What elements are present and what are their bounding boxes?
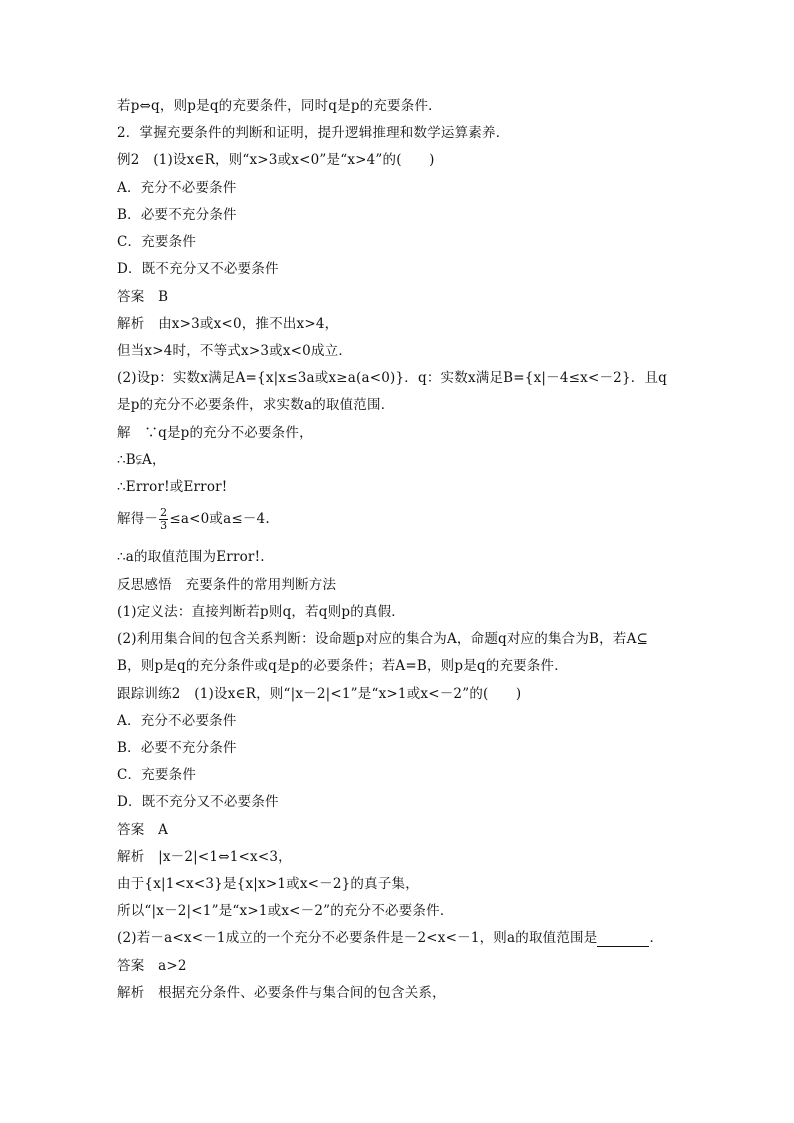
text-line: 但当x>4时，不等式x>3或x<0成立．	[117, 343, 353, 359]
option-c: C．充要条件	[117, 767, 197, 783]
question-end: ．	[649, 930, 664, 946]
example-2-question-2: (2)设p：实数x满足A={x|x≤3a或x≥a(a<0)}．q：实数x满足B={x|－4≤x<－2}．且q	[117, 370, 667, 386]
result-line	[117, 507, 270, 532]
option-b: B．必要不充分条件	[117, 740, 237, 756]
exercise-2-question-2	[117, 929, 663, 947]
analysis-line: 解析 |x－2|<1⇔1<x<3，	[117, 849, 292, 865]
answer-line: 答案 B	[117, 289, 169, 305]
option-d: D．既不充分又不必要条件	[117, 794, 279, 810]
option-d: D．既不充分又不必要条件	[117, 261, 279, 277]
text-line: 是p的充分不必要条件，求实数a的取值范围．	[117, 397, 395, 413]
result-prefix: 解得－	[117, 511, 159, 527]
fraction-denominator: 3	[160, 519, 168, 532]
answer-line: 答案 A	[117, 822, 169, 838]
answer-line: 答案 a>2	[117, 958, 187, 974]
question-text: (2)若－a<x<－1成立的一个充分不必要条件是－2<x<－1，则a的取值范围是	[117, 930, 598, 946]
exercise-2-question-1: 跟踪训练2 (1)设x∈R，则“|x－2|<1”是“x>1或x<－2”的( )	[117, 686, 522, 702]
option-a: A．充分不必要条件	[117, 713, 237, 729]
reflection-heading: 反思感悟 充要条件的常用判断方法	[117, 577, 337, 593]
analysis-line: 解析 由x>3或x<0，推不出x>4，	[117, 316, 339, 332]
text-line: 2．掌握充要条件的判断和证明，提升逻辑推理和数学运算素养．	[117, 125, 510, 141]
text-line: 由于{x|1<x<3}是{x|x>1或x<－2}的真子集，	[117, 876, 419, 892]
text-line: 所以“|x－2|<1”是“x>1或x<－2”的充分不必要条件．	[117, 903, 454, 919]
text-line: ∴a的取值范围为Error!.	[117, 549, 265, 565]
text-line: (1)定义法：直接判断若p则q，若q则p的真假．	[117, 604, 405, 620]
option-c: C．充要条件	[117, 234, 197, 250]
example-2-question-1: 例2 (1)设x∈R，则“x>3或x<0”是“x>4”的( )	[117, 152, 435, 168]
option-b: B．必要不充分条件	[117, 207, 237, 223]
analysis-line: 解析 根据充分条件、必要条件与集合间的包含关系，	[117, 985, 446, 1001]
fraction-two-thirds	[159, 507, 168, 532]
fraction-numerator: 2	[160, 506, 168, 519]
solution-line: 解 ∵q是p的充分不必要条件，	[117, 425, 313, 441]
text-line: 若p⇔q，则p是q的充要条件，同时q是p的充要条件．	[117, 98, 442, 114]
text-line: B，则p是q的充分条件或q是p的必要条件；若A=B，则p是q的充要条件．	[117, 658, 568, 674]
text-line: (2)利用集合间的包含关系判断：设命题p对应的集合为A，命题q对应的集合为B，若A⊆	[117, 631, 649, 647]
text-line: ∴B⫋A，	[117, 452, 166, 468]
answer-blank	[597, 932, 649, 947]
result-suffix: ≤a<0或a≤－4.	[169, 511, 270, 527]
option-a: A．充分不必要条件	[117, 180, 237, 196]
text-line: ∴Error!或Error!	[117, 479, 228, 495]
